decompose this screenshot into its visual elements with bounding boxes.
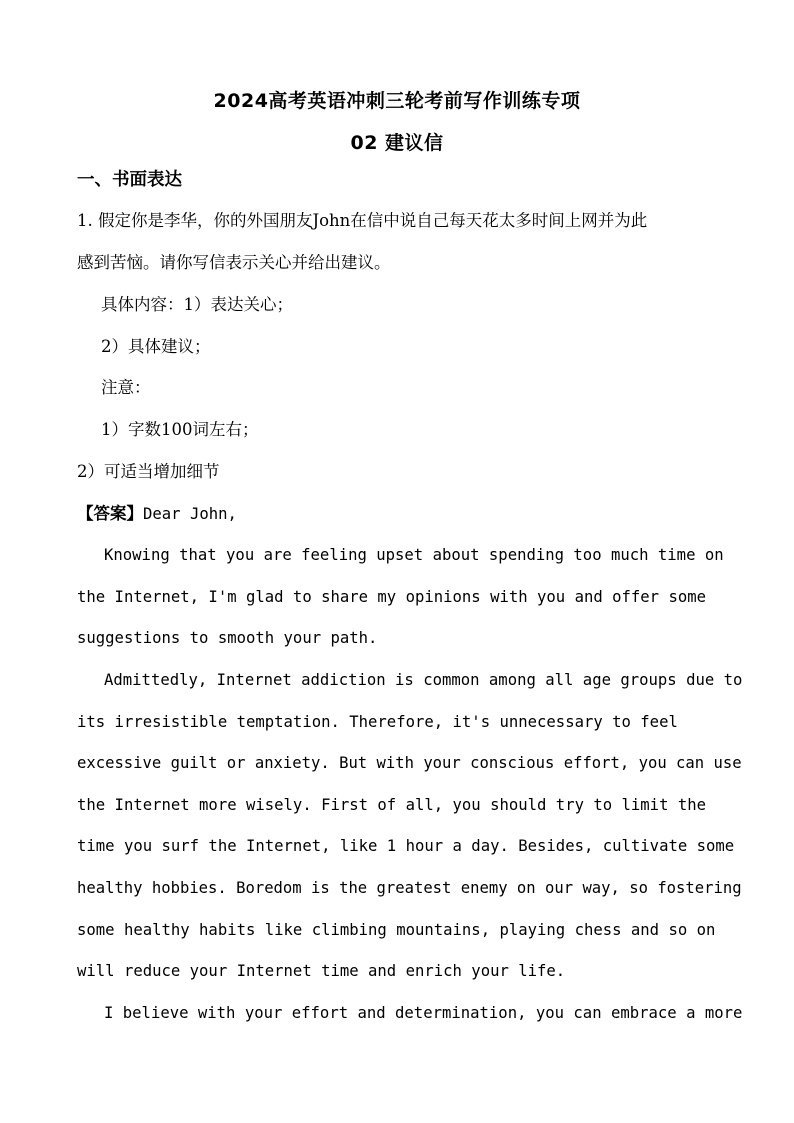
- question-line-2: 感到苦恼。请你写信表示关心并给出建议。: [77, 253, 391, 272]
- answer-line-3: suggestions to smooth your path.: [77, 629, 378, 647]
- answer-line-1: Knowing that you are feeling upset about spending too much time on: [104, 546, 724, 564]
- answer-line-10: some healthy habits like climbing mountains, playing chess and so on: [77, 921, 716, 939]
- answer-line-12: I believe with your effort and determination, you can embrace a more: [104, 1004, 743, 1022]
- answer-line-6: excessive guilt or anxiety. But with your conscious effort, you can use: [77, 754, 742, 772]
- answer-greeting: Dear John,: [143, 505, 237, 523]
- section-heading: 一、书面表达: [77, 170, 182, 190]
- answer-line-5: its irresistible temptation. Therefore, it's unnecessary to feel: [77, 713, 678, 731]
- document-title: 2024高考英语冲刺三轮考前写作训练专项: [213, 90, 581, 112]
- note-item-1: 1）字数100词左右；: [101, 420, 259, 439]
- answer-header: [77, 504, 237, 524]
- question-line-1: 1. 假定你是李华，你的外国朋友John在信中说自己每天花太多时间上网并为此: [77, 211, 648, 230]
- content-requirement-1: 具体内容：1）表达关心；: [101, 295, 293, 314]
- answer-line-2: the Internet, I'm glad to share my opinions with you and offer some: [77, 588, 707, 606]
- answer-line-7: the Internet more wisely. First of all, you should try to limit the: [77, 796, 707, 814]
- content-requirement-2: 2）具体建议；: [101, 337, 211, 356]
- note-label: 注意：: [101, 378, 151, 397]
- answer-label: 【答案】: [77, 504, 143, 523]
- answer-line-8: time you surf the Internet, like 1 hour a day. Besides, cultivate some: [77, 837, 735, 855]
- answer-line-4: Admittedly, Internet addiction is common among all age groups due to: [104, 671, 743, 689]
- answer-line-11: will reduce your Internet time and enrich your life.: [77, 962, 566, 980]
- document-subtitle: 02 建议信: [350, 132, 444, 154]
- note-item-2: 2）可适当增加细节: [77, 462, 220, 481]
- answer-line-9: healthy hobbies. Boredom is the greatest enemy on our way, so fostering: [77, 879, 742, 897]
